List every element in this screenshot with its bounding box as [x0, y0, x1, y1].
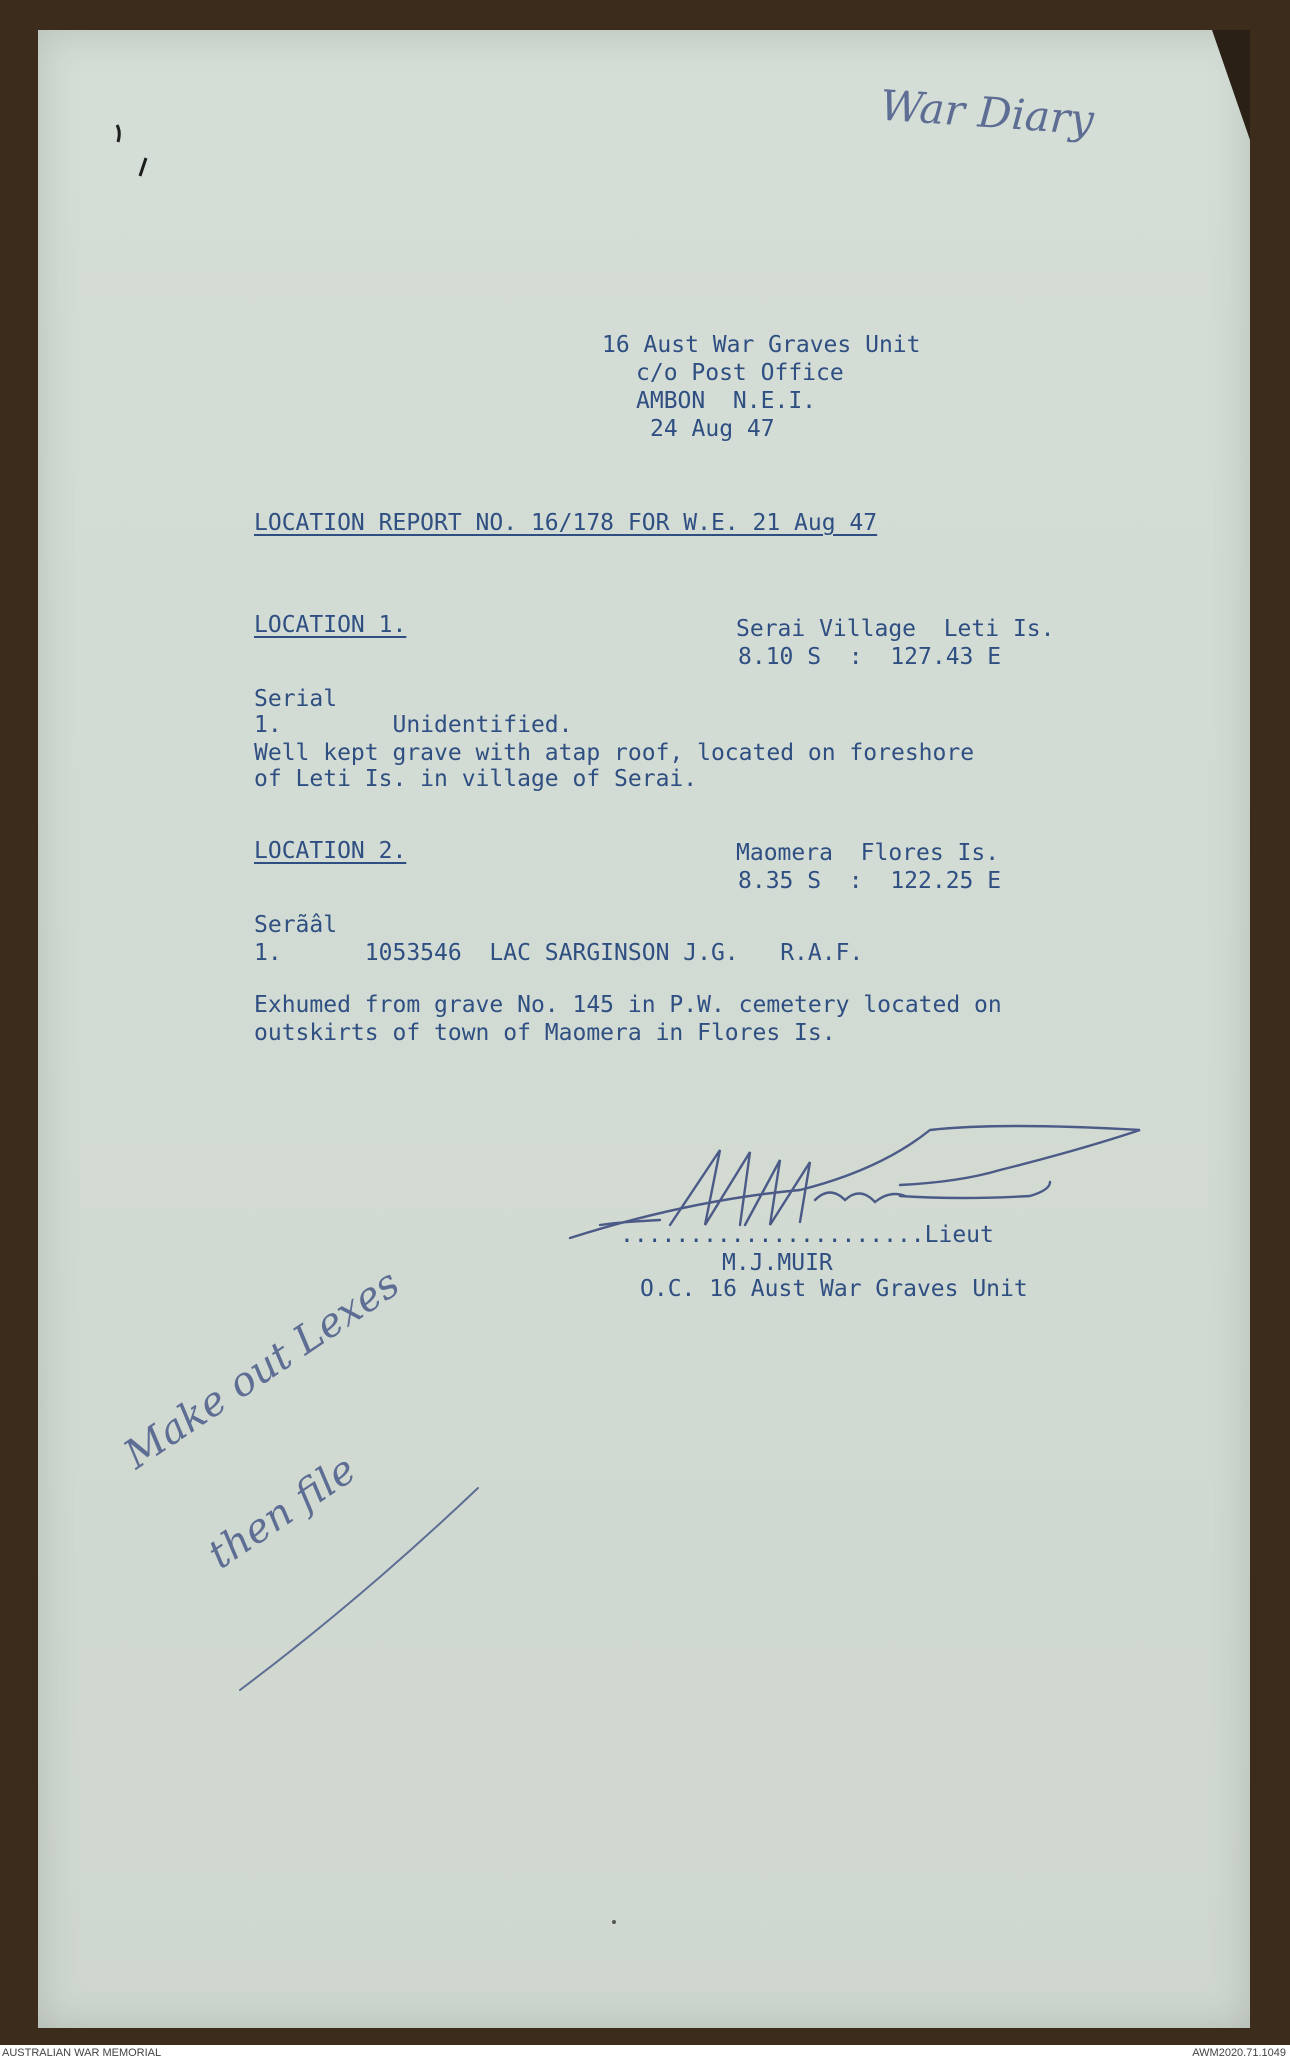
footer-left-label: AUSTRALIAN WAR MEMORIAL — [2, 2047, 162, 2059]
signature-dots-rank: ......................Lieut — [620, 1222, 994, 1248]
location-2-coords: 8.35 S : 122.25 E — [738, 868, 1002, 894]
handwritten-note-line2: then file — [200, 1446, 365, 1579]
location-1-serial-label: Serial — [254, 686, 338, 712]
location-1-heading: LOCATION 1. — [254, 612, 407, 638]
location-2-description-line1: Exhumed from grave No. 145 in P.W. cemetery located on — [254, 992, 1002, 1018]
location-1-description-line1: Well kept grave with atap roof, located on foreshore — [254, 740, 975, 766]
report-date: 24 Aug 47 — [650, 416, 775, 442]
handwritten-note-line1: Make out Lexes — [116, 1260, 408, 1479]
address-line: c/o Post Office — [636, 360, 844, 386]
unit-name: 16 Aust War Graves Unit — [602, 332, 921, 358]
location-line: AMBON N.E.I. — [636, 388, 817, 414]
location-1-entry: 1. Unidentified. — [254, 712, 573, 738]
officer-name: M.J.MUIR — [722, 1250, 833, 1276]
location-1-coords: 8.10 S : 127.43 E — [738, 644, 1002, 670]
officer-title: O.C. 16 Aust War Graves Unit — [640, 1276, 1028, 1302]
handwritten-note-top-right: War Diary — [878, 80, 1096, 145]
location-2-description-line2: outskirts of town of Maomera in Flores Is. — [254, 1020, 836, 1046]
location-2-heading: LOCATION 2. — [254, 838, 407, 864]
location-2-serial-label: Serãâl — [254, 912, 338, 938]
footer-right-id: AWM2020.71.1049 — [1192, 2047, 1286, 2059]
location-1-description-line2: of Leti Is. in village of Serai. — [254, 766, 698, 792]
location-2-entry: 1. 1053546 LAC SARGINSON J.G. R.A.F. — [254, 940, 864, 966]
location-1-place: Serai Village Leti Is. — [736, 616, 1055, 642]
report-title: LOCATION REPORT NO. 16/178 FOR W.E. 21 Aug 47 — [254, 510, 878, 536]
location-2-place: Maomera Flores Is. — [736, 840, 1000, 866]
